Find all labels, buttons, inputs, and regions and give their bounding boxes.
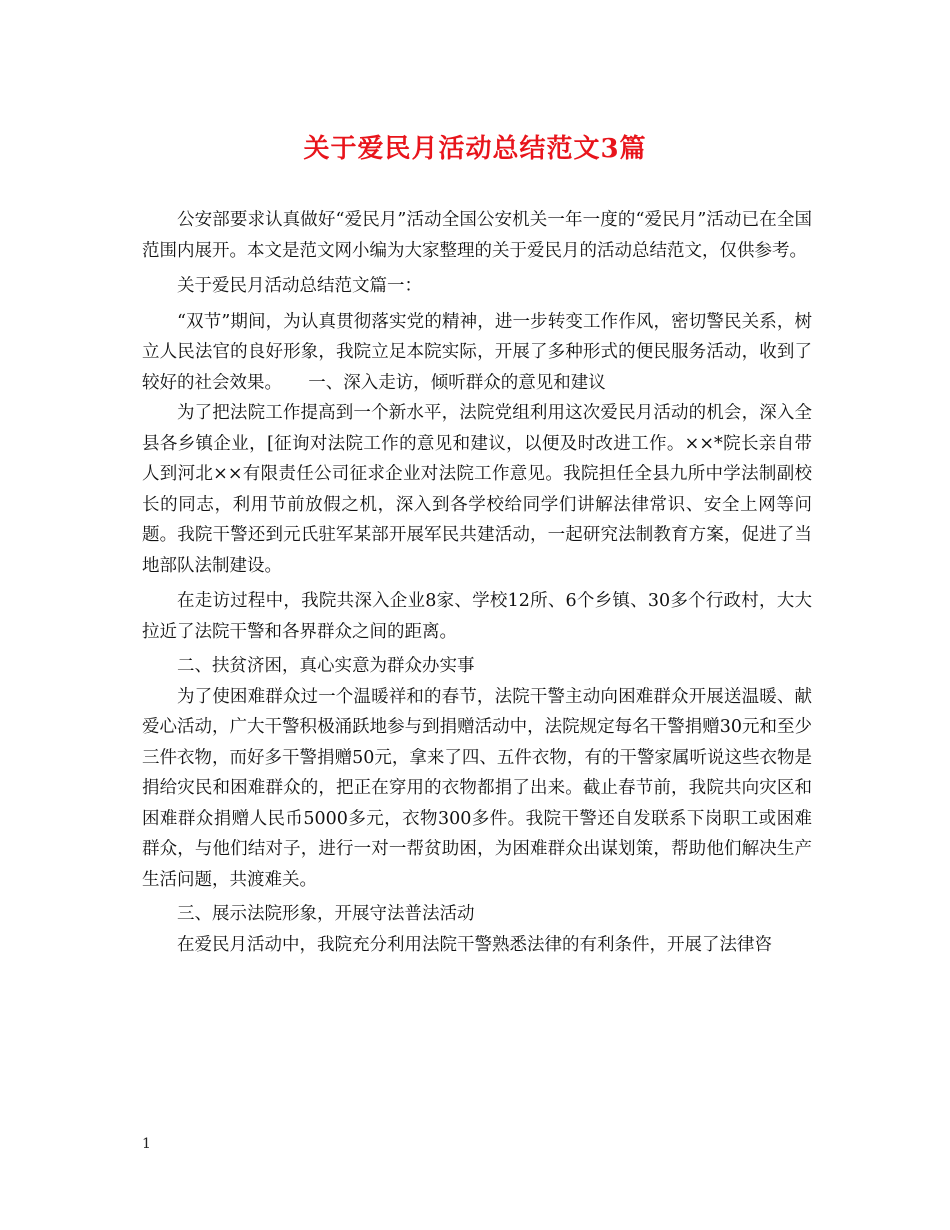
paragraph-visit-stats: 在走访过程中，我院共深入企业8家、学校12所、6个乡镇、30多个行政村，大大拉近了法院干警和各界群众之间的距离。	[142, 591, 812, 642]
document-title: 关于爱民月活动总结范文3篇	[303, 134, 647, 164]
paragraph-double-festival: “双节”期间，为认真贯彻落实党的精神，进一步转变工作作风，密切警民关系，树立人民法官的良好形象，我院立足本院实际，开展了多种形式的便民服务活动，收到了较好的社会效果。 一、深入走访，倾听群众的意见和建议	[142, 311, 812, 393]
document-body	[142, 205, 812, 960]
heading-poverty-relief: 二、扶贫济困，真心实意为群众办实事	[177, 656, 475, 676]
paragraph-visits: 为了把法院工作提高到一个新水平，法院党组利用这次爱民月活动的机会，深入全县各乡镇企业，[征询对法院工作的意见和建议，以便及时改进工作。××*院长亲自带人到河北××有限责任公司征求企业对法院工作意见。我院担任全县九所中学法制副校长的同志，利用节前放假之机，深入到各学校给同学们讲解法律常识、安全上网等问题。我院干警还到元氏驻军某部开展军民共建活动，一起研究法制教育方案，促进了当地部队法制建设。	[142, 403, 812, 576]
heading-law-promotion: 三、展示法院形象，开展守法普法活动	[177, 904, 475, 924]
paragraph-donations: 为了使困难群众过一个温暖祥和的春节，法院干警主动向困难群众开展送温暖、献爱心活动，广大干警积极涌跃地参与到捐赠活动中，法院规定每名干警捐赠30元和至少三件衣物，而好多干警捐赠50元，拿来了四、五件衣物，有的干警家属听说这些衣物是捐给灾民和困难群众的，把正在穿用的衣物都捐了出来。截止春节前，我院共向灾区和困难群众捐赠人民币5000多元，衣物300多件。我院干警还自发联系下岗职工或困难群众，与他们结对子，进行一对一帮贫助困，为困难群众出谋划策，帮助他们解决生产生活问题，共渡难关。	[142, 686, 812, 890]
page-number: 1	[142, 1136, 151, 1152]
paragraph-intro: 公安部要求认真做好“爱民月”活动全国公安机关一年一度的“爱民月”活动已在全国范围内展开。本文是范文网小编为大家整理的关于爱民月的活动总结范文，仅供参考。	[142, 210, 812, 261]
paragraph-section-title: 关于爱民月活动总结范文篇一：	[177, 276, 422, 296]
paragraph-law-consult: 在爱民月活动中，我院充分利用法院干警熟悉法律的有利条件，开展了法律咨	[177, 934, 772, 955]
